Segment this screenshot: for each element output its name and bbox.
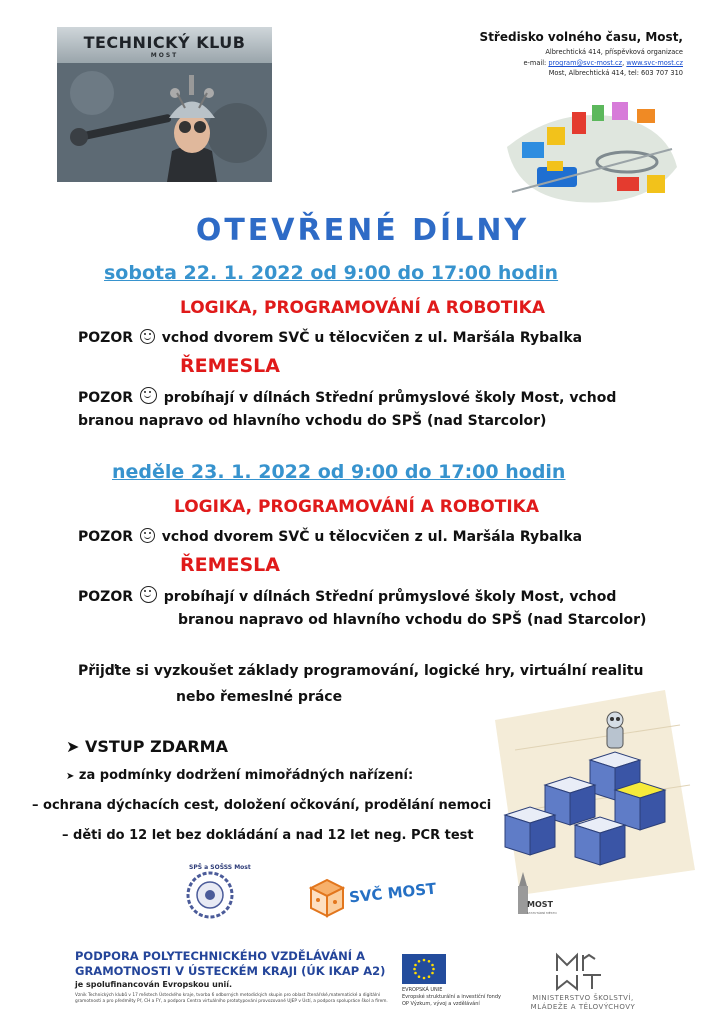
boy-with-helmet-photo [57,63,272,182]
eu-fund-line-2: OP Výzkum, vývoj a vzdělávání [402,1001,480,1007]
svc-logo-text: SVČ MOST [348,879,438,907]
saturday-crafts-text-2: branou napravo od hlavního vchodu do SPŠ (nad Starcolor) [78,413,547,429]
footer-small-print: Vznik Technických klubů v 17 městech Ústeckého kraje, tvorba 6 odborných metodických skupin pro oblast čtenářské,matematické a digitální gramotnosti a pro předměty Př, CH a FY, a podpora Centra virtuálního prototypování provozované UJEP v Ústí, a podpora spolupráce škol a firem. [75,993,388,1004]
msmt-logo-icon [553,951,607,995]
eu-flag-icon [402,954,446,984]
robot-cubes-picture [495,690,695,895]
most-city-logo [513,872,555,920]
pozor-label: POZOR [78,330,133,346]
saturday-crafts-text-1: probíhají v dílnách Střední průmyslové školy Most, vchod [163,390,617,406]
club-subtitle: MOST [150,52,179,59]
saturday-crafts-note [78,387,616,406]
pozor-label: POZOR [78,589,133,605]
entry-condition-text: za podmínky dodržení mimořádných nařízení: [78,768,414,783]
technicky-klub-banner [57,27,272,182]
entry-condition [66,768,413,783]
saturday-logic-note [78,329,582,346]
smiley-icon [140,586,157,603]
sunday-crafts-text-2: branou napravo od hlavního vchodu do SPŠ (nad Starcolor) [178,612,647,628]
entry-rule-2-text: děti do 12 let bez dokládání a nad 12 let neg. PCR test [73,828,474,843]
msmt-line-2: MLÁDEŽE A TĚLOVÝCHOVY [530,1003,636,1011]
arrow-bullet-icon: ➤ [66,737,80,756]
pozor-label: POZOR [78,529,133,545]
project-title [75,949,385,979]
organization-contacts: e-mail: program@svc-most.cz, www.svc-most.cz [523,59,683,67]
saturday-crafts-heading: ŘEMESLA [180,355,280,377]
spss-school-logo [185,864,251,920]
msmt-line-1: MINISTERSTVO ŠKOLSTVÍ, [532,994,634,1002]
sunday-date: neděle 23. 1. 2022 od 9:00 do 17:00 hodin [112,461,566,483]
pozor-label: POZOR [78,390,133,406]
entry-rule-1 [32,798,491,813]
sunday-crafts-text-1: probíhají v dílnách Střední průmyslové školy Most, vchod [163,589,617,605]
contact-prefix: e-mail: [523,59,549,67]
club-title: TECHNICKÝ KLUB [83,33,246,52]
organization-phone: Most, Albrechtická 414, tel: 603 707 310 [548,69,683,77]
free-entry [66,737,228,756]
city-logo-subtext: STATUTÁRNÍ MĚSTO [527,911,557,915]
project-title-line-2: GRAMOTNOSTI V ÚSTECKÉM KRAJI (ÚK IKAP A2) [75,964,386,978]
eu-cofinanced-text: je spolufinancován Evropskou unií. [75,980,233,989]
sunday-logic-note [78,528,582,545]
organization-address: Albrechtická 414, příspěvková organizace [545,48,683,56]
saturday-logic-heading: LOGIKA, PROGRAMOVÁNÍ A ROBOTIKA [180,298,546,318]
invite-line-1: Přijďte si vyzkoušet základy programování, logické hry, virtuální realitu [78,663,644,679]
lego-city-picture [497,87,682,217]
saturday-logic-text: vchod dvorem SVČ u tělocvičen z ul. Maršála Rybalka [161,330,583,346]
sunday-logic-text: vchod dvorem SVČ u tělocvičen z ul. Maršála Rybalka [161,529,583,545]
spss-logo-text: SPŠ a SOŠSS Most [189,864,251,871]
city-logo-text: MOST [527,900,553,909]
web-link[interactable]: www.svc-most.cz [626,59,683,67]
entry-rule-1-text: ochrana dýchacích cest, doložení očkování, prodělání nemoci [43,798,492,813]
eu-fund-line-1: Evropské strukturální a investiční fondy [402,994,501,1000]
sunday-logic-heading: LOGIKA, PROGRAMOVÁNÍ A ROBOTIKA [174,497,540,517]
sunday-crafts-note [78,586,616,605]
smiley-icon [140,329,155,344]
page-title: OTEVŘENÉ DÍLNY [195,213,530,248]
arrow-bullet-icon: ➤ [66,771,75,782]
dash-bullet: – [32,798,39,813]
project-title-line-1: PODPORA POLYTECHNICKÉHO VZDĚLÁVÁNÍ A [75,949,365,963]
smiley-icon [140,387,157,404]
free-entry-text: VSTUP ZDARMA [84,737,228,756]
email-link[interactable]: program@svc-most.cz [548,59,623,67]
eu-funds-text [402,987,501,1008]
msmt-name [523,994,643,1012]
eu-label: EVROPSKÁ UNIE [402,987,443,993]
organization-name: Středisko volného času, Most, [479,30,683,44]
entry-rule-2 [62,828,474,843]
saturday-date: sobota 22. 1. 2022 od 9:00 do 17:00 hodin [104,262,559,284]
dash-bullet: – [62,828,69,843]
club-banner-title [57,27,272,63]
invite-line-2: nebo řemeslné práce [176,689,343,705]
smiley-icon [140,528,155,543]
sunday-crafts-heading: ŘEMESLA [180,554,280,576]
